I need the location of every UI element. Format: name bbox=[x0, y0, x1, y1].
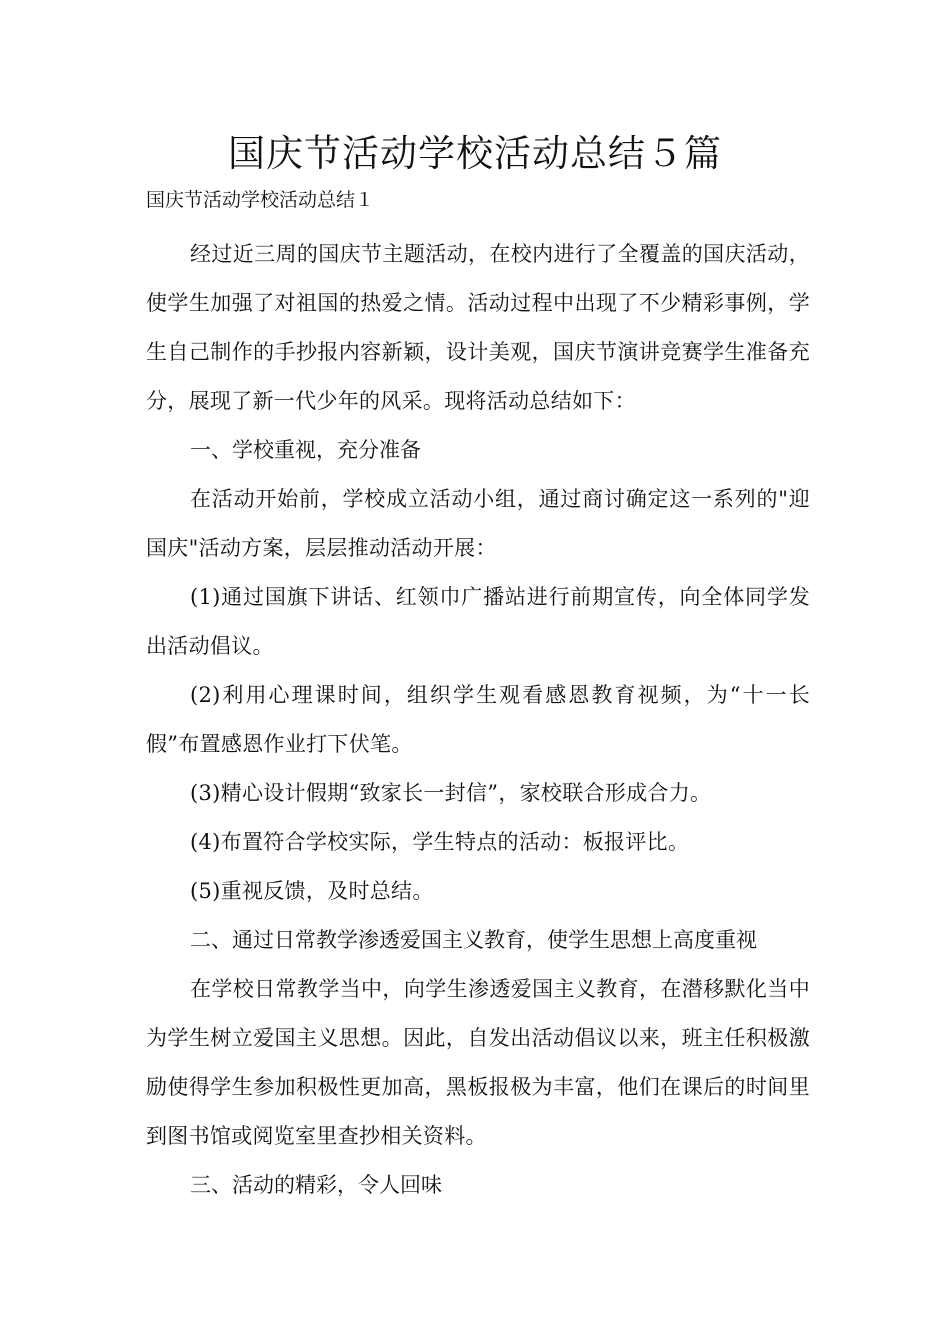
section-heading-2: 二、通过日常教学渗透爱国主义教育，使学生思想上高度重视 bbox=[190, 928, 757, 952]
list-item-4: (4)布置符合学校实际，学生特点的活动：板报评比。 bbox=[190, 830, 690, 854]
section-heading-1: 一、学校重视，充分准备 bbox=[190, 438, 421, 462]
document-body bbox=[146, 230, 810, 1210]
list-item-3: (3)精心设计假期“致家长一封信”，家校联合形成合力。 bbox=[190, 781, 712, 805]
list-item-5: (5)重视反馈，及时总结。 bbox=[190, 879, 434, 903]
list-item-2: (2)利用心理课时间，组织学生观看感恩教育视频，为“十一长假”布置感恩作业打下伏笔。 bbox=[146, 683, 810, 756]
paragraph-plan: 在活动开始前，学校成立活动小组，通过商讨确定这一系列的"迎国庆"活动方案，层层推动活动开展： bbox=[146, 487, 810, 560]
document-title: 国庆节活动学校活动总结５篇 bbox=[228, 132, 722, 175]
section-heading-3: 三、活动的精彩，令人回味 bbox=[190, 1173, 442, 1197]
paragraph-intro: 经过近三周的国庆节主题活动，在校内进行了全覆盖的国庆活动，使学生加强了对祖国的热爱之情。活动过程中出现了不少精彩事例，学生自己制作的手抄报内容新颖，设计美观，国庆节演讲竞赛学生准备充分，展现了新一代少年的风采。现将活动总结如下： bbox=[146, 242, 810, 413]
document-subtitle: 国庆节活动学校活动总结１ bbox=[146, 189, 375, 211]
list-item-1: (1)通过国旗下讲话、红领巾广播站进行前期宣传，向全体同学发出活动倡议。 bbox=[146, 585, 810, 658]
paragraph-teaching: 在学校日常教学当中，向学生渗透爱国主义教育，在潜移默化当中为学生树立爱国主义思想。因此，自发出活动倡议以来，班主任积极激励使得学生参加积极性更加高，黑板报极为丰富，他们在课后的时间里到图书馆或阅览室里查抄相关资料。 bbox=[146, 977, 810, 1148]
